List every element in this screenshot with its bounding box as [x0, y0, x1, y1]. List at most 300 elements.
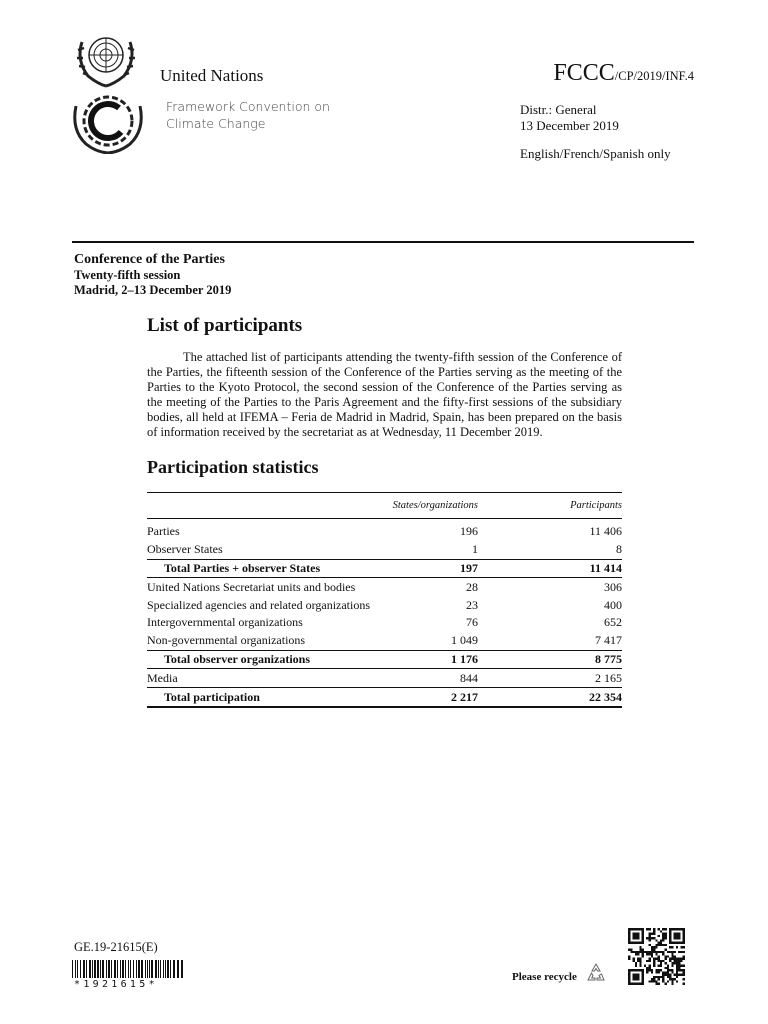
barcode-bar	[163, 960, 164, 978]
qr-module	[655, 946, 657, 948]
qr-module	[658, 983, 660, 985]
qr-module	[628, 939, 630, 941]
qr-module	[680, 969, 682, 971]
row-label: Total participation	[147, 688, 375, 707]
qr-module	[678, 974, 680, 976]
table-row	[147, 596, 622, 614]
qr-module	[642, 980, 644, 982]
qr-module	[646, 969, 648, 971]
qr-module	[664, 983, 666, 985]
qr-module	[683, 946, 685, 948]
qr-module	[651, 949, 653, 951]
qr-module	[649, 951, 651, 953]
qr-module	[651, 980, 653, 982]
symbol-suffix: /CP/2019/INF.4	[614, 69, 694, 83]
qr-module	[658, 964, 660, 966]
barcode-bar	[155, 960, 157, 978]
participation-table	[147, 492, 622, 708]
qr-module	[633, 983, 635, 985]
row-participants: 11 414	[478, 559, 622, 578]
row-label: Media	[147, 670, 178, 685]
qr-module	[630, 928, 632, 930]
qr-module	[674, 935, 676, 937]
qr-module	[678, 933, 680, 935]
issue-date: 13 December 2019	[520, 118, 619, 133]
barcode-bar	[108, 960, 110, 978]
qr-module	[658, 951, 660, 953]
qr-module	[630, 949, 632, 951]
qr-module	[646, 928, 648, 930]
barcode-bar	[102, 960, 104, 978]
qr-module	[683, 964, 685, 966]
qr-module	[660, 951, 662, 953]
qr-module	[646, 951, 648, 953]
qr-module	[669, 978, 671, 980]
qr-module	[669, 976, 671, 978]
barcode-bar	[130, 960, 131, 978]
qr-module	[664, 944, 666, 946]
row-participants: 22 354	[478, 688, 622, 707]
symbol-main: FCCC	[553, 60, 615, 86]
qr-module	[655, 980, 657, 982]
qr-module	[642, 976, 644, 978]
qr-module	[644, 964, 646, 966]
qr-module	[635, 969, 637, 971]
qr-module	[671, 955, 673, 957]
qr-module	[664, 937, 666, 939]
barcode-bar	[117, 960, 118, 978]
qr-module	[678, 951, 680, 953]
qr-module	[633, 951, 635, 953]
qr-module	[633, 969, 635, 971]
document-title: List of participants	[147, 315, 303, 336]
qr-module	[642, 937, 644, 939]
qr-module	[655, 951, 657, 953]
qr-module	[664, 933, 666, 935]
qr-module	[635, 951, 637, 953]
qr-module	[651, 933, 653, 935]
qr-module	[649, 964, 651, 966]
qr-module	[664, 928, 666, 930]
barcode-bar	[97, 960, 99, 978]
qr-module	[669, 960, 671, 962]
barcode-bar	[147, 960, 148, 978]
header-divider	[72, 241, 694, 243]
row-participants: 11 406	[589, 524, 622, 539]
barcode-bar	[181, 960, 183, 978]
row-label: Specialized agencies and related organizations	[147, 597, 371, 612]
qr-module	[653, 946, 655, 948]
qr-module	[655, 969, 657, 971]
qr-module	[667, 964, 669, 966]
qr-module	[653, 980, 655, 982]
qr-module	[662, 928, 664, 930]
qr-module	[628, 969, 630, 971]
qr-module	[633, 978, 635, 980]
qr-module	[635, 942, 637, 944]
qr-module	[633, 935, 635, 937]
recycle-icon	[585, 962, 607, 984]
qr-module	[660, 942, 662, 944]
qr-module	[653, 976, 655, 978]
qr-module	[642, 974, 644, 976]
qr-module	[635, 935, 637, 937]
qr-module	[676, 942, 678, 944]
qr-module	[635, 953, 637, 955]
qr-module	[653, 960, 655, 962]
qr-module	[642, 955, 644, 957]
qr-module	[635, 962, 637, 964]
qr-module	[628, 971, 630, 973]
barcode-icon	[72, 960, 184, 978]
qr-module	[628, 978, 630, 980]
qr-module	[683, 971, 685, 973]
qr-module	[633, 942, 635, 944]
qr-code-icon	[628, 928, 685, 985]
barcode-bar	[170, 960, 171, 978]
barcode-bar	[145, 960, 146, 978]
qr-module	[637, 958, 639, 960]
barcode-bar	[165, 960, 166, 978]
qr-module	[651, 953, 653, 955]
qr-module	[658, 955, 660, 957]
qr-module	[680, 960, 682, 962]
qr-module	[646, 953, 648, 955]
meeting-session: Twenty-fifth session	[74, 268, 181, 282]
qr-module	[676, 928, 678, 930]
barcode-bar	[158, 960, 159, 978]
qr-module	[676, 962, 678, 964]
barcode-bar	[173, 960, 175, 978]
barcode-bar	[100, 960, 101, 978]
barcode-bar	[167, 960, 169, 978]
qr-module	[664, 971, 666, 973]
qr-module	[642, 935, 644, 937]
barcode-bar	[83, 960, 85, 978]
table-grand-total-row	[147, 688, 622, 707]
qr-module	[644, 951, 646, 953]
qr-module	[639, 960, 641, 962]
qr-module	[669, 958, 671, 960]
qr-module	[639, 969, 641, 971]
qr-module	[671, 964, 673, 966]
qr-module	[633, 974, 635, 976]
qr-module	[642, 933, 644, 935]
qr-module	[635, 974, 637, 976]
table-row	[147, 669, 622, 688]
qr-module	[628, 955, 630, 957]
qr-module	[639, 949, 641, 951]
qr-module	[651, 955, 653, 957]
qr-module	[669, 946, 671, 948]
qr-module	[680, 964, 682, 966]
qr-module	[683, 935, 685, 937]
row-states: 197	[375, 559, 478, 578]
qr-module	[646, 960, 648, 962]
qr-module	[662, 953, 664, 955]
qr-module	[676, 980, 678, 982]
qr-module	[662, 939, 664, 941]
qr-module	[642, 949, 644, 951]
qr-module	[678, 937, 680, 939]
barcode-bar	[111, 960, 112, 978]
barcode-bar	[106, 960, 107, 978]
qr-module	[678, 942, 680, 944]
qr-module	[667, 967, 669, 969]
qr-module	[669, 935, 671, 937]
qr-module	[649, 967, 651, 969]
qr-module	[628, 937, 630, 939]
qr-module	[628, 928, 630, 930]
qr-module	[669, 939, 671, 941]
qr-module	[671, 962, 673, 964]
qr-module	[667, 971, 669, 973]
qr-module	[653, 928, 655, 930]
barcode-bar	[94, 960, 96, 978]
recycle-text: Please recycle	[512, 971, 577, 983]
qr-module	[642, 971, 644, 973]
row-states: 2 217	[375, 688, 478, 707]
qr-module	[683, 958, 685, 960]
row-label: Intergovernmental organizations	[147, 615, 303, 630]
qr-module	[676, 960, 678, 962]
qr-module	[674, 960, 676, 962]
row-states: 1 049	[451, 633, 478, 648]
row-participants: 8 775	[478, 650, 622, 669]
qr-module	[651, 946, 653, 948]
qr-module	[662, 937, 664, 939]
qr-module	[658, 971, 660, 973]
row-label: United Nations Secretariat units and bodies	[147, 579, 356, 594]
qr-module	[655, 944, 657, 946]
qr-module	[633, 933, 635, 935]
qr-module	[662, 944, 664, 946]
row-states: 1	[472, 542, 478, 557]
qr-module	[676, 967, 678, 969]
qr-module	[664, 935, 666, 937]
qr-module	[660, 960, 662, 962]
organization-name: United Nations	[160, 66, 264, 85]
qr-module	[676, 976, 678, 978]
qr-module	[642, 969, 644, 971]
qr-module	[667, 955, 669, 957]
row-participants: 7 417	[595, 633, 622, 648]
qr-module	[639, 942, 641, 944]
meeting-body: Conference of the Parties	[74, 252, 225, 267]
qr-module	[671, 978, 673, 980]
table-total-row	[147, 650, 622, 669]
qr-module	[628, 942, 630, 944]
qr-module	[658, 935, 660, 937]
qr-module	[628, 958, 630, 960]
qr-module	[639, 928, 641, 930]
qr-module	[630, 951, 632, 953]
qr-module	[676, 933, 678, 935]
qr-module	[630, 969, 632, 971]
qr-module	[683, 942, 685, 944]
qr-module	[630, 942, 632, 944]
qr-module	[653, 949, 655, 951]
convention-name-line2: Climate Change	[166, 116, 266, 131]
qr-module	[658, 958, 660, 960]
qr-module	[660, 964, 662, 966]
qr-module	[642, 953, 644, 955]
qr-module	[639, 983, 641, 985]
convention-name-line1: Framework Convention on	[166, 99, 330, 114]
qr-module	[637, 928, 639, 930]
qr-module	[653, 964, 655, 966]
qr-module	[662, 933, 664, 935]
qr-module	[653, 933, 655, 935]
qr-module	[669, 930, 671, 932]
qr-module	[649, 969, 651, 971]
qr-module	[639, 962, 641, 964]
qr-module	[678, 967, 680, 969]
qr-module	[660, 969, 662, 971]
qr-module	[639, 958, 641, 960]
qr-module	[649, 933, 651, 935]
barcode-bar	[92, 960, 93, 978]
qr-module	[628, 933, 630, 935]
qr-module	[655, 971, 657, 973]
row-states: 28	[466, 579, 478, 594]
qr-module	[662, 935, 664, 937]
intro-paragraph: The attached list of participants attending the twenty-fifth session of the Conference of the Parties, the fifteenth session of the Conference of the Parties serving as the meeting of the Parties to the Kyoto Protocol, the second session of the Conference of the Parties serving as the meeting of the Parties to the Paris Agreement and the fifty-first sessions of the subsidiary bodies, all held at IFEMA – Feria de Madrid in Madrid, Spain, has been prepared on the basis of information received by the secretariat as at Wednesday, 11 December 2019.	[147, 350, 622, 439]
barcode-bar	[151, 960, 153, 978]
qr-module	[653, 951, 655, 953]
qr-module	[653, 937, 655, 939]
qr-module	[683, 978, 685, 980]
qr-module	[662, 951, 664, 953]
qr-module	[671, 980, 673, 982]
qr-module	[658, 976, 660, 978]
qr-module	[655, 958, 657, 960]
qr-module	[637, 937, 639, 939]
qr-module	[674, 928, 676, 930]
qr-module	[637, 974, 639, 976]
qr-module	[655, 976, 657, 978]
qr-module	[642, 939, 644, 941]
qr-module	[637, 935, 639, 937]
qr-module	[667, 976, 669, 978]
table-row	[147, 632, 622, 650]
qr-module	[683, 928, 685, 930]
qr-module	[649, 944, 651, 946]
qr-module	[628, 980, 630, 982]
qr-module	[630, 983, 632, 985]
qr-module	[635, 964, 637, 966]
barcode-bar	[128, 960, 129, 978]
qr-module	[683, 969, 685, 971]
row-label: Observer States	[147, 542, 223, 557]
qr-module	[683, 983, 685, 985]
meeting-block	[74, 251, 231, 298]
qr-module	[671, 951, 673, 953]
barcode-bar	[138, 960, 140, 978]
qr-module	[660, 939, 662, 941]
barcode-bar	[160, 960, 161, 978]
qr-module	[649, 937, 651, 939]
qr-module	[680, 951, 682, 953]
qr-module	[639, 964, 641, 966]
row-states: 196	[460, 524, 478, 539]
row-label: Total Parties + observer States	[147, 559, 375, 578]
qr-module	[639, 946, 641, 948]
qr-module	[628, 949, 630, 951]
barcode-bar	[136, 960, 137, 978]
qr-module	[653, 962, 655, 964]
qr-module	[676, 964, 678, 966]
qr-module	[662, 974, 664, 976]
qr-module	[680, 974, 682, 976]
header-label	[147, 493, 375, 519]
barcode-bar	[141, 960, 143, 978]
qr-module	[667, 951, 669, 953]
job-number: GE.19-21615(E)	[74, 940, 158, 954]
qr-module	[683, 951, 685, 953]
header-states: States/organizations	[392, 500, 478, 511]
row-states: 844	[460, 670, 478, 685]
barcode-bar	[89, 960, 91, 978]
qr-module	[674, 933, 676, 935]
qr-module	[642, 951, 644, 953]
qr-module	[683, 974, 685, 976]
qr-module	[674, 958, 676, 960]
qr-module	[637, 978, 639, 980]
qr-module	[664, 962, 666, 964]
qr-module	[674, 937, 676, 939]
qr-module	[633, 958, 635, 960]
barcode-bar	[177, 960, 179, 978]
qr-module	[635, 937, 637, 939]
qr-module	[642, 928, 644, 930]
qr-module	[637, 976, 639, 978]
qr-module	[653, 978, 655, 980]
qr-module	[683, 939, 685, 941]
table-total-row	[147, 559, 622, 578]
qr-module	[671, 958, 673, 960]
barcode-bar	[149, 960, 150, 978]
qr-module	[637, 942, 639, 944]
qr-module	[628, 976, 630, 978]
qr-module	[637, 960, 639, 962]
qr-module	[628, 935, 630, 937]
qr-module	[671, 946, 673, 948]
qr-module	[669, 974, 671, 976]
qr-module	[671, 953, 673, 955]
table-row	[147, 519, 622, 541]
qr-module	[660, 944, 662, 946]
qr-module	[678, 964, 680, 966]
table-row	[147, 541, 622, 559]
qr-module	[639, 951, 641, 953]
qr-module	[676, 946, 678, 948]
qr-module	[635, 983, 637, 985]
qr-module	[664, 949, 666, 951]
qr-module	[649, 939, 651, 941]
qr-module	[683, 955, 685, 957]
convention-name	[166, 98, 330, 132]
qr-module	[651, 937, 653, 939]
qr-module	[637, 933, 639, 935]
meeting-place-dates: Madrid, 2–13 December 2019	[74, 283, 232, 297]
qr-module	[649, 953, 651, 955]
qr-module	[678, 962, 680, 964]
qr-module	[649, 958, 651, 960]
qr-module	[633, 960, 635, 962]
qr-module	[669, 969, 671, 971]
qr-module	[680, 928, 682, 930]
